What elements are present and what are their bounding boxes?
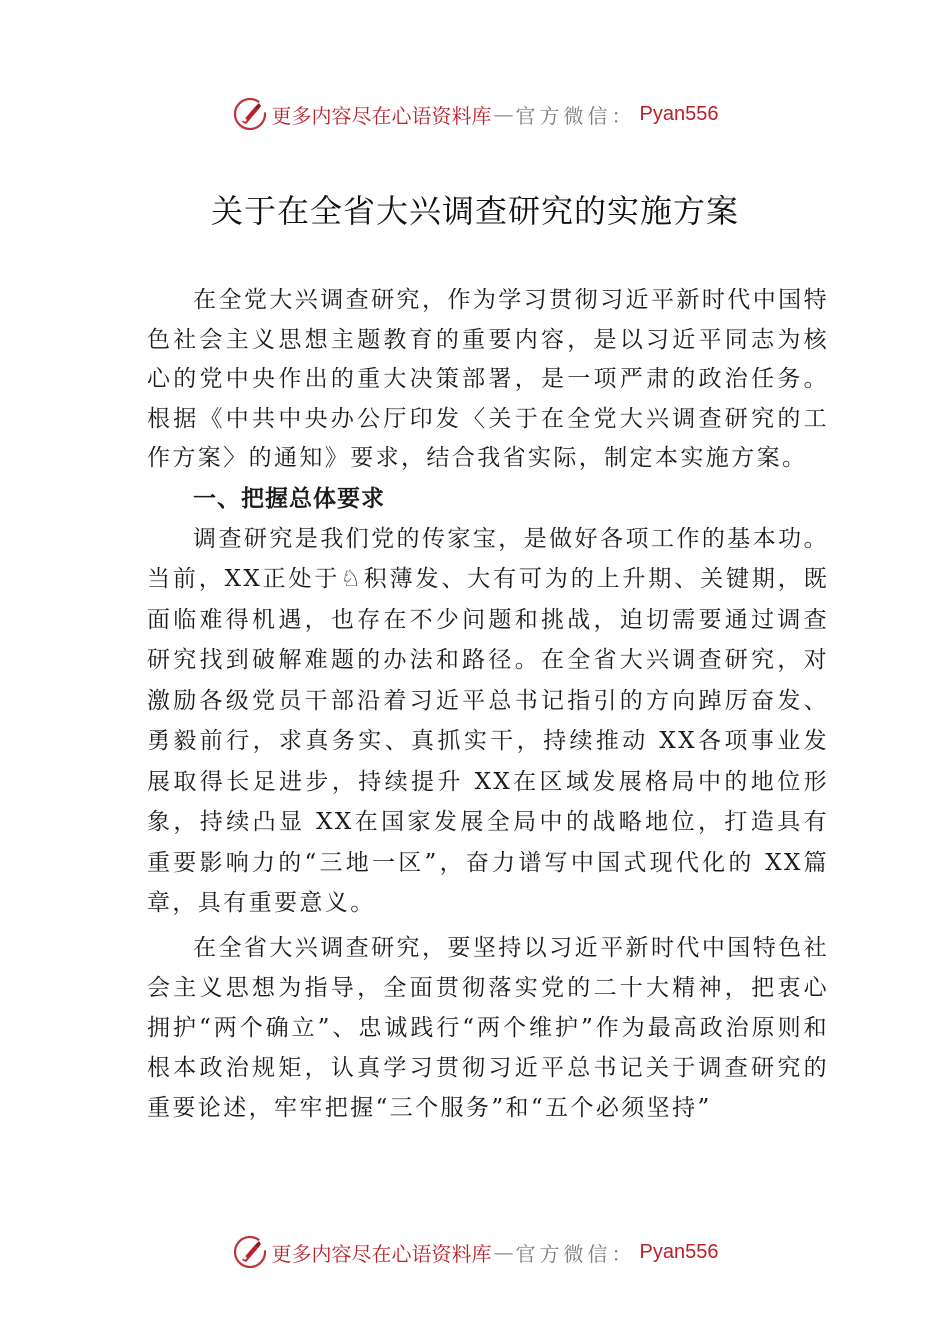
body-paragraph: 调查研究是我们党的传家宝，是做好各项工作的基本功。当前，XX正处于♘积薄发、大有可为的上升期、关键期，既面临难得机遇，也存在不少问题和挑战，迫切需要通过调查 研究找到破解难题的办法和路径。在全省大兴调查研究，对激励各级党员干部沿着习近平总书记指引的方向踔厉奋发、勇毅前行，求真务实、真抓实干，持续推动 XX各项事业发 展取得长足进步，持续提升 XX在区域发展格局中的地位形 象，持续凸显 XX在国家发展全局中的战略地位，打造具有重要影响力的“三地一区”，奋力谱写中国式现代化的 XX篇章，具有重要意义。	[147, 525, 829, 916]
pen-nib-circle-logo-icon	[232, 96, 268, 132]
banner-brand-text: 更多内容尽在心语资料库	[271, 1241, 492, 1266]
banner-wechat-id: Pyan556	[639, 1240, 719, 1263]
banner-brand-text: 更多内容尽在心语资料库	[271, 103, 492, 128]
document-title: 关于在全省大兴调查研究的实施方案	[210, 192, 739, 230]
banner-wechat-label: 官方微信：	[515, 103, 636, 128]
body-paragraph: 在全省大兴调查研究，要坚持以习近平新时代中国特色社会主义思想为指导，全面贯彻落实党的二十大精神，把衷心拥护“两个确立”、忠诚践行“两个维护”作为最高政治原则和根本政治规矩，认真学习贯彻习近平总书记关于调查研究的重要论述，牢牢把握“三个服务”和“五个必须坚持”	[147, 934, 829, 1121]
pen-nib-circle-logo-icon	[232, 1234, 268, 1270]
banner-dash: —	[493, 1240, 514, 1264]
header-banner	[0, 94, 950, 134]
intro-paragraph: 在全党大兴调查研究，作为学习贯彻习近平新时代中国特色社会主义思想主题教育的重要内容，是以习近平同志为核心的党中央作出的重大决策部署，是一项严肃的政治任务。根据《中共中央办公厅印发〈关于在全党大兴调查研究的工作方案〉的通知》要求，结合我省实际，制定本实施方案。	[147, 287, 829, 471]
banner-wechat-label: 官方微信：	[515, 1241, 636, 1266]
footer-banner	[0, 1232, 950, 1272]
banner-wechat-id: Pyan556	[639, 102, 719, 125]
section-heading: 一、把握总体要求	[193, 485, 385, 512]
banner-dash: —	[493, 102, 514, 126]
document-body	[147, 281, 829, 1128]
